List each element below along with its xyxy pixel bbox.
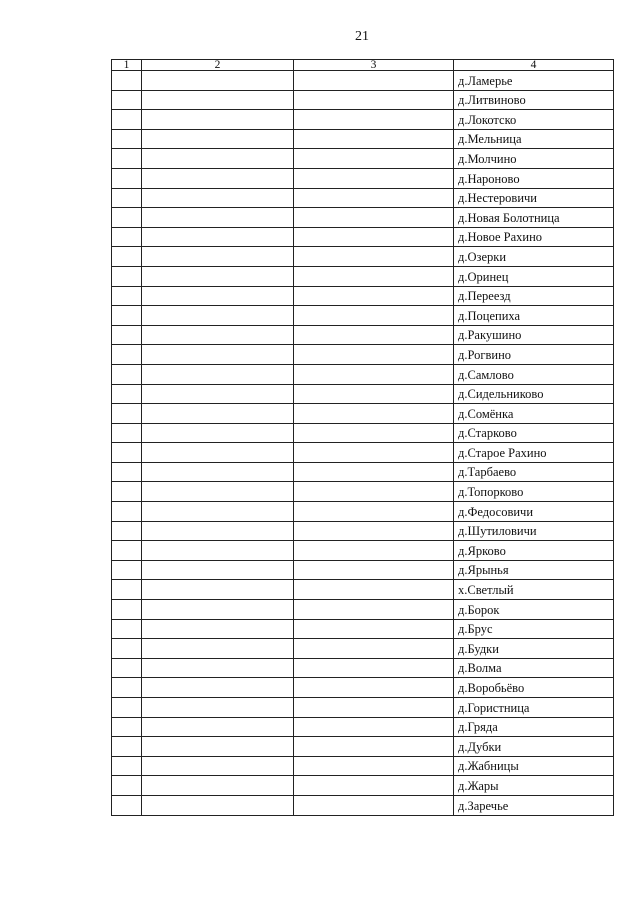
table-cell-col-2 <box>142 717 294 737</box>
table-cell-col-3 <box>294 502 454 522</box>
table-cell-col-1 <box>112 639 142 659</box>
table-row <box>112 90 614 110</box>
table-cell-col-4: д.Мельница <box>454 129 614 149</box>
table-cell-col-2 <box>142 443 294 463</box>
table-row <box>112 384 614 404</box>
table-cell-col-3 <box>294 345 454 365</box>
table-cell-col-1 <box>112 698 142 718</box>
table-row <box>112 756 614 776</box>
table-row <box>112 717 614 737</box>
table-cell-col-2 <box>142 247 294 267</box>
table-cell-col-1 <box>112 266 142 286</box>
table-cell-col-1 <box>112 188 142 208</box>
table-cell-col-2 <box>142 600 294 620</box>
page-number: 21 <box>355 29 369 44</box>
table-cell-col-2 <box>142 364 294 384</box>
table-cell-col-3 <box>294 541 454 561</box>
column-header-3: 3 <box>294 60 454 71</box>
table-row <box>112 521 614 541</box>
table-cell-col-1 <box>112 404 142 424</box>
table-cell-col-2 <box>142 580 294 600</box>
table-row <box>112 306 614 326</box>
table-cell-col-3 <box>294 306 454 326</box>
table-cell-col-1 <box>112 325 142 345</box>
table-cell-col-1 <box>112 129 142 149</box>
table-cell-col-3 <box>294 678 454 698</box>
table-cell-col-4: д.Борок <box>454 600 614 620</box>
table-cell-col-1 <box>112 482 142 502</box>
table-cell-col-4: д.Федосовичи <box>454 502 614 522</box>
table-cell-col-3 <box>294 776 454 796</box>
table-row <box>112 227 614 247</box>
table-cell-col-3 <box>294 560 454 580</box>
table-cell-col-2 <box>142 188 294 208</box>
table-row <box>112 266 614 286</box>
table-cell-col-2 <box>142 168 294 188</box>
table-cell-col-3 <box>294 188 454 208</box>
table-cell-col-2 <box>142 286 294 306</box>
table-cell-col-4: д.Старково <box>454 423 614 443</box>
table-cell-col-3 <box>294 756 454 776</box>
table-cell-col-3 <box>294 737 454 757</box>
table-cell-col-2 <box>142 462 294 482</box>
table-cell-col-4: д.Нестеровичи <box>454 188 614 208</box>
table-cell-col-4: д.Молчино <box>454 149 614 169</box>
table-cell-col-4: д.Ярынья <box>454 560 614 580</box>
table-row <box>112 560 614 580</box>
table-cell-col-2 <box>142 521 294 541</box>
table-row <box>112 247 614 267</box>
table-cell-col-3 <box>294 580 454 600</box>
table-cell-col-4: д.Заречье <box>454 795 614 815</box>
table-cell-col-4: д.Поцепиха <box>454 306 614 326</box>
table-cell-col-4: д.Переезд <box>454 286 614 306</box>
table-cell-col-1 <box>112 90 142 110</box>
table-row <box>112 423 614 443</box>
table-cell-col-2 <box>142 795 294 815</box>
table-cell-col-2 <box>142 619 294 639</box>
table-cell-col-1 <box>112 678 142 698</box>
table-cell-col-1 <box>112 149 142 169</box>
table-cell-col-1 <box>112 168 142 188</box>
table-row <box>112 404 614 424</box>
table-cell-col-4: д.Дубки <box>454 737 614 757</box>
table-row <box>112 502 614 522</box>
table-cell-col-2 <box>142 306 294 326</box>
table-cell-col-3 <box>294 149 454 169</box>
table-cell-col-1 <box>112 717 142 737</box>
table-cell-col-4: д.Нароново <box>454 168 614 188</box>
table-cell-col-3 <box>294 247 454 267</box>
table-cell-col-1 <box>112 247 142 267</box>
table-cell-col-1 <box>112 345 142 365</box>
table-row <box>112 795 614 815</box>
table-cell-col-4: д.Жары <box>454 776 614 796</box>
table-cell-col-1 <box>112 600 142 620</box>
table-row <box>112 462 614 482</box>
table-cell-col-2 <box>142 404 294 424</box>
table-cell-col-1 <box>112 658 142 678</box>
table-cell-col-3 <box>294 364 454 384</box>
table-cell-col-1 <box>112 71 142 91</box>
table-cell-col-3 <box>294 384 454 404</box>
table-row <box>112 149 614 169</box>
table-cell-col-1 <box>112 776 142 796</box>
table-cell-col-1 <box>112 521 142 541</box>
table-cell-col-1 <box>112 286 142 306</box>
table-cell-col-3 <box>294 423 454 443</box>
table-cell-col-2 <box>142 658 294 678</box>
column-header-1: 1 <box>112 60 142 71</box>
table-cell-col-4: д.Гористница <box>454 698 614 718</box>
table-row <box>112 208 614 228</box>
table-cell-col-3 <box>294 129 454 149</box>
table-row <box>112 619 614 639</box>
table-cell-col-3 <box>294 698 454 718</box>
table-cell-col-1 <box>112 619 142 639</box>
table-cell-col-4: д.Воробьёво <box>454 678 614 698</box>
table-cell-col-4: д.Будки <box>454 639 614 659</box>
table-cell-col-4: д.Новая Болотница <box>454 208 614 228</box>
column-header-4: 4 <box>454 60 614 71</box>
table-cell-col-4: д.Рогвино <box>454 345 614 365</box>
table-row <box>112 129 614 149</box>
table-row <box>112 482 614 502</box>
table-cell-col-4: д.Шутиловичи <box>454 521 614 541</box>
table-cell-col-1 <box>112 756 142 776</box>
table-cell-col-3 <box>294 325 454 345</box>
table-cell-col-2 <box>142 776 294 796</box>
table-cell-col-4: д.Сидельниково <box>454 384 614 404</box>
table-cell-col-1 <box>112 737 142 757</box>
table-cell-col-2 <box>142 266 294 286</box>
table-cell-col-3 <box>294 795 454 815</box>
table-cell-col-1 <box>112 795 142 815</box>
table-header-row <box>112 60 614 71</box>
table-row <box>112 600 614 620</box>
table-cell-col-2 <box>142 71 294 91</box>
table-row <box>112 541 614 561</box>
table-cell-col-3 <box>294 619 454 639</box>
table-cell-col-4: д.Литвиново <box>454 90 614 110</box>
table-cell-col-2 <box>142 110 294 130</box>
table-cell-col-3 <box>294 266 454 286</box>
table-cell-col-2 <box>142 345 294 365</box>
table-cell-col-1 <box>112 208 142 228</box>
table-cell-col-1 <box>112 227 142 247</box>
table-cell-col-2 <box>142 678 294 698</box>
table-cell-col-4: х.Светлый <box>454 580 614 600</box>
table-cell-col-4: д.Новое Рахино <box>454 227 614 247</box>
table-cell-col-4: д.Оринец <box>454 266 614 286</box>
table-cell-col-1 <box>112 364 142 384</box>
table-cell-col-4: д.Ярково <box>454 541 614 561</box>
table-row <box>112 364 614 384</box>
table-row <box>112 325 614 345</box>
table-cell-col-2 <box>142 737 294 757</box>
table-cell-col-2 <box>142 560 294 580</box>
table-cell-col-2 <box>142 384 294 404</box>
table-cell-col-4: д.Озерки <box>454 247 614 267</box>
table-cell-col-2 <box>142 541 294 561</box>
table-cell-col-1 <box>112 306 142 326</box>
table-cell-col-3 <box>294 639 454 659</box>
table-cell-col-2 <box>142 482 294 502</box>
table-cell-col-2 <box>142 502 294 522</box>
table-row <box>112 286 614 306</box>
table-cell-col-4: д.Старое Рахино <box>454 443 614 463</box>
table-cell-col-2 <box>142 423 294 443</box>
column-header-2: 2 <box>142 60 294 71</box>
table-cell-col-4: д.Жабницы <box>454 756 614 776</box>
table-cell-col-1 <box>112 462 142 482</box>
table-cell-col-1 <box>112 384 142 404</box>
table-cell-col-3 <box>294 521 454 541</box>
table-cell-col-4: д.Топорково <box>454 482 614 502</box>
table-row <box>112 776 614 796</box>
table-cell-col-3 <box>294 482 454 502</box>
table-cell-col-1 <box>112 110 142 130</box>
table-cell-col-1 <box>112 443 142 463</box>
table-cell-col-4: д.Гряда <box>454 717 614 737</box>
table-cell-col-2 <box>142 325 294 345</box>
table-row <box>112 71 614 91</box>
table-cell-col-2 <box>142 756 294 776</box>
table-row <box>112 658 614 678</box>
table-cell-col-4: д.Ракушино <box>454 325 614 345</box>
table-cell-col-2 <box>142 129 294 149</box>
table-cell-col-3 <box>294 208 454 228</box>
table-cell-col-3 <box>294 286 454 306</box>
table-cell-col-1 <box>112 423 142 443</box>
table-cell-col-3 <box>294 227 454 247</box>
table-row <box>112 110 614 130</box>
table-row <box>112 678 614 698</box>
table-cell-col-3 <box>294 658 454 678</box>
table-cell-col-4: д.Локотско <box>454 110 614 130</box>
table-cell-col-4: д.Самлово <box>454 364 614 384</box>
table-cell-col-3 <box>294 600 454 620</box>
table-cell-col-1 <box>112 560 142 580</box>
table-cell-col-3 <box>294 443 454 463</box>
table-cell-col-1 <box>112 580 142 600</box>
table-row <box>112 168 614 188</box>
table-row <box>112 188 614 208</box>
table-cell-col-3 <box>294 71 454 91</box>
table-cell-col-4: д.Волма <box>454 658 614 678</box>
table-cell-col-3 <box>294 110 454 130</box>
table-cell-col-1 <box>112 502 142 522</box>
table-cell-col-3 <box>294 168 454 188</box>
table-row <box>112 580 614 600</box>
table-cell-col-2 <box>142 639 294 659</box>
table-body <box>112 60 614 816</box>
table-cell-col-4: д.Сомёнка <box>454 404 614 424</box>
table-cell-col-4: д.Тарбаево <box>454 462 614 482</box>
table-row <box>112 737 614 757</box>
table-cell-col-4: д.Брус <box>454 619 614 639</box>
settlements-table <box>111 59 614 816</box>
table-cell-col-4: д.Ламерье <box>454 71 614 91</box>
table-cell-col-3 <box>294 90 454 110</box>
table-cell-col-1 <box>112 541 142 561</box>
table-row <box>112 698 614 718</box>
table-cell-col-2 <box>142 227 294 247</box>
table-row <box>112 345 614 365</box>
table-cell-col-2 <box>142 149 294 169</box>
table-row <box>112 443 614 463</box>
table-cell-col-3 <box>294 404 454 424</box>
table-cell-col-3 <box>294 717 454 737</box>
table-cell-col-2 <box>142 698 294 718</box>
table-cell-col-2 <box>142 90 294 110</box>
table-row <box>112 639 614 659</box>
table-cell-col-2 <box>142 208 294 228</box>
table-cell-col-3 <box>294 462 454 482</box>
